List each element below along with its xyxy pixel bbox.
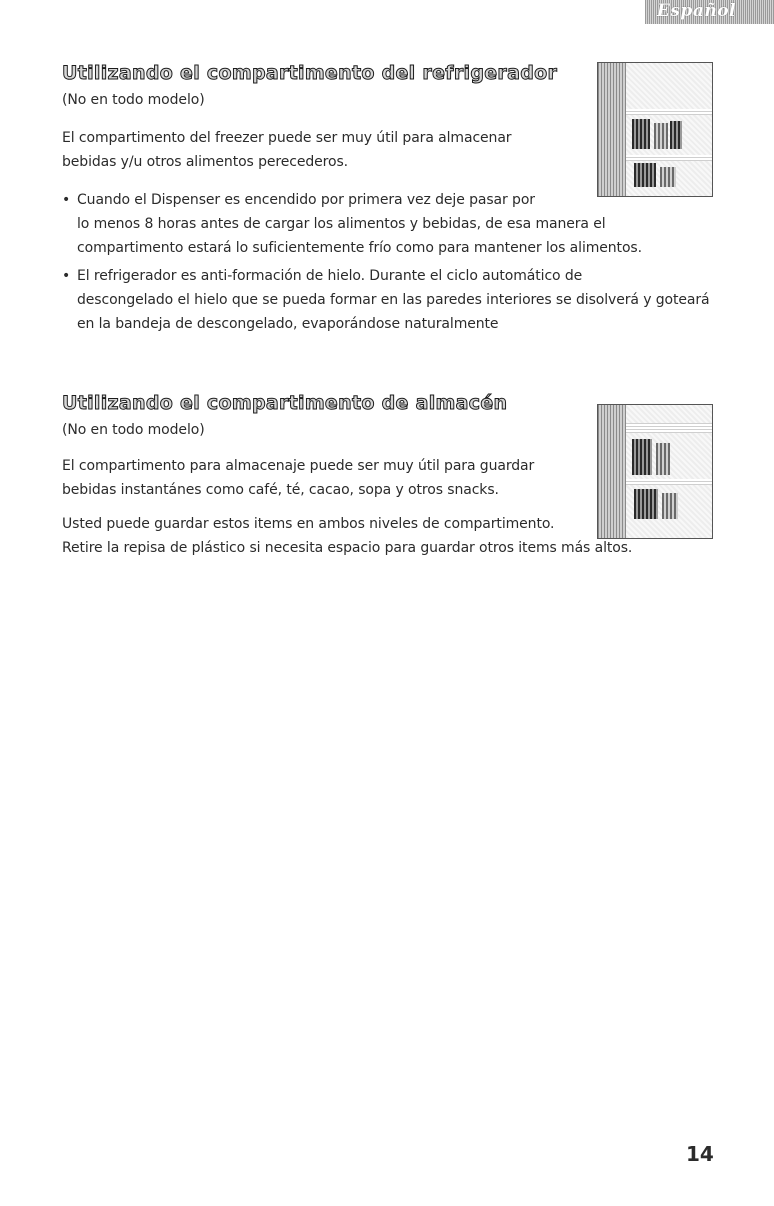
- storage-intro: [62, 454, 592, 502]
- section-subtitle-refrigerator: (No en todo modelo): [62, 92, 205, 108]
- section-subtitle-storage: (No en todo modelo): [62, 422, 205, 438]
- storage-intro-line-2: bebidas instantánes como café, té, cacao, sopa y otros snacks.: [62, 482, 499, 498]
- bullet-text: descongelado el hielo que se pueda formar en las paredes interiores se disolverá y goteará en la bandeja de descongelado, evaporándose naturalmente: [77, 292, 710, 332]
- storage-body-line-2: Retire la repisa de plástico si necesita espacio para guardar otros items más altos.: [62, 540, 633, 556]
- page-number: 14: [686, 1142, 714, 1166]
- refrigerator-intro-line-1: El compartimento del freezer puede ser muy útil para almacenar: [62, 130, 512, 146]
- refrigerator-intro: [62, 126, 592, 174]
- storage-body: [62, 512, 722, 560]
- refrigerator-compartment-photo: [597, 62, 713, 197]
- language-label: Español: [656, 1, 736, 21]
- section-title-refrigerator: Utilizando el compartimento del refrigerador: [62, 62, 558, 84]
- bullet-list-item: • Cuando el Dispenser es encendido por primera vez deje pasar por lo menos 8 horas antes de cargar los alimentos y bebidas, de esa manera el compartimento estará lo suficientemente frío como para mantener los alimentos.: [62, 192, 642, 256]
- bullet-list-item: • El refrigerador es anti-formación de hielo. Durante el ciclo automático de descongelado el hielo que se pueda formar en las paredes interiores se disolverá y goteará en la bandeja de descongelado, evaporándose naturalmente: [62, 268, 710, 332]
- storage-body-line-1: Usted puede guardar estos items en ambos niveles de compartimento.: [62, 516, 555, 532]
- bullet-text-line-1: El refrigerador es anti-formación de hielo. Durante el ciclo automático de: [77, 268, 583, 284]
- bullet-text-line-1: Cuando el Dispenser es encendido por primera vez deje pasar por: [77, 192, 535, 208]
- bullet-text: lo menos 8 horas antes de cargar los alimentos y bebidas, de esa manera el compartimento estará lo suficientemente frío como para mantener los alimentos.: [77, 216, 642, 256]
- storage-intro-line-1: El compartimento para almacenaje puede ser muy útil para guardar: [62, 458, 535, 474]
- language-tab: [645, 0, 774, 24]
- refrigerator-intro-line-2: bebidas y/u otros alimentos perecederos.: [62, 154, 349, 170]
- section-title-storage: Utilizando el compartimento de almacén: [62, 392, 508, 414]
